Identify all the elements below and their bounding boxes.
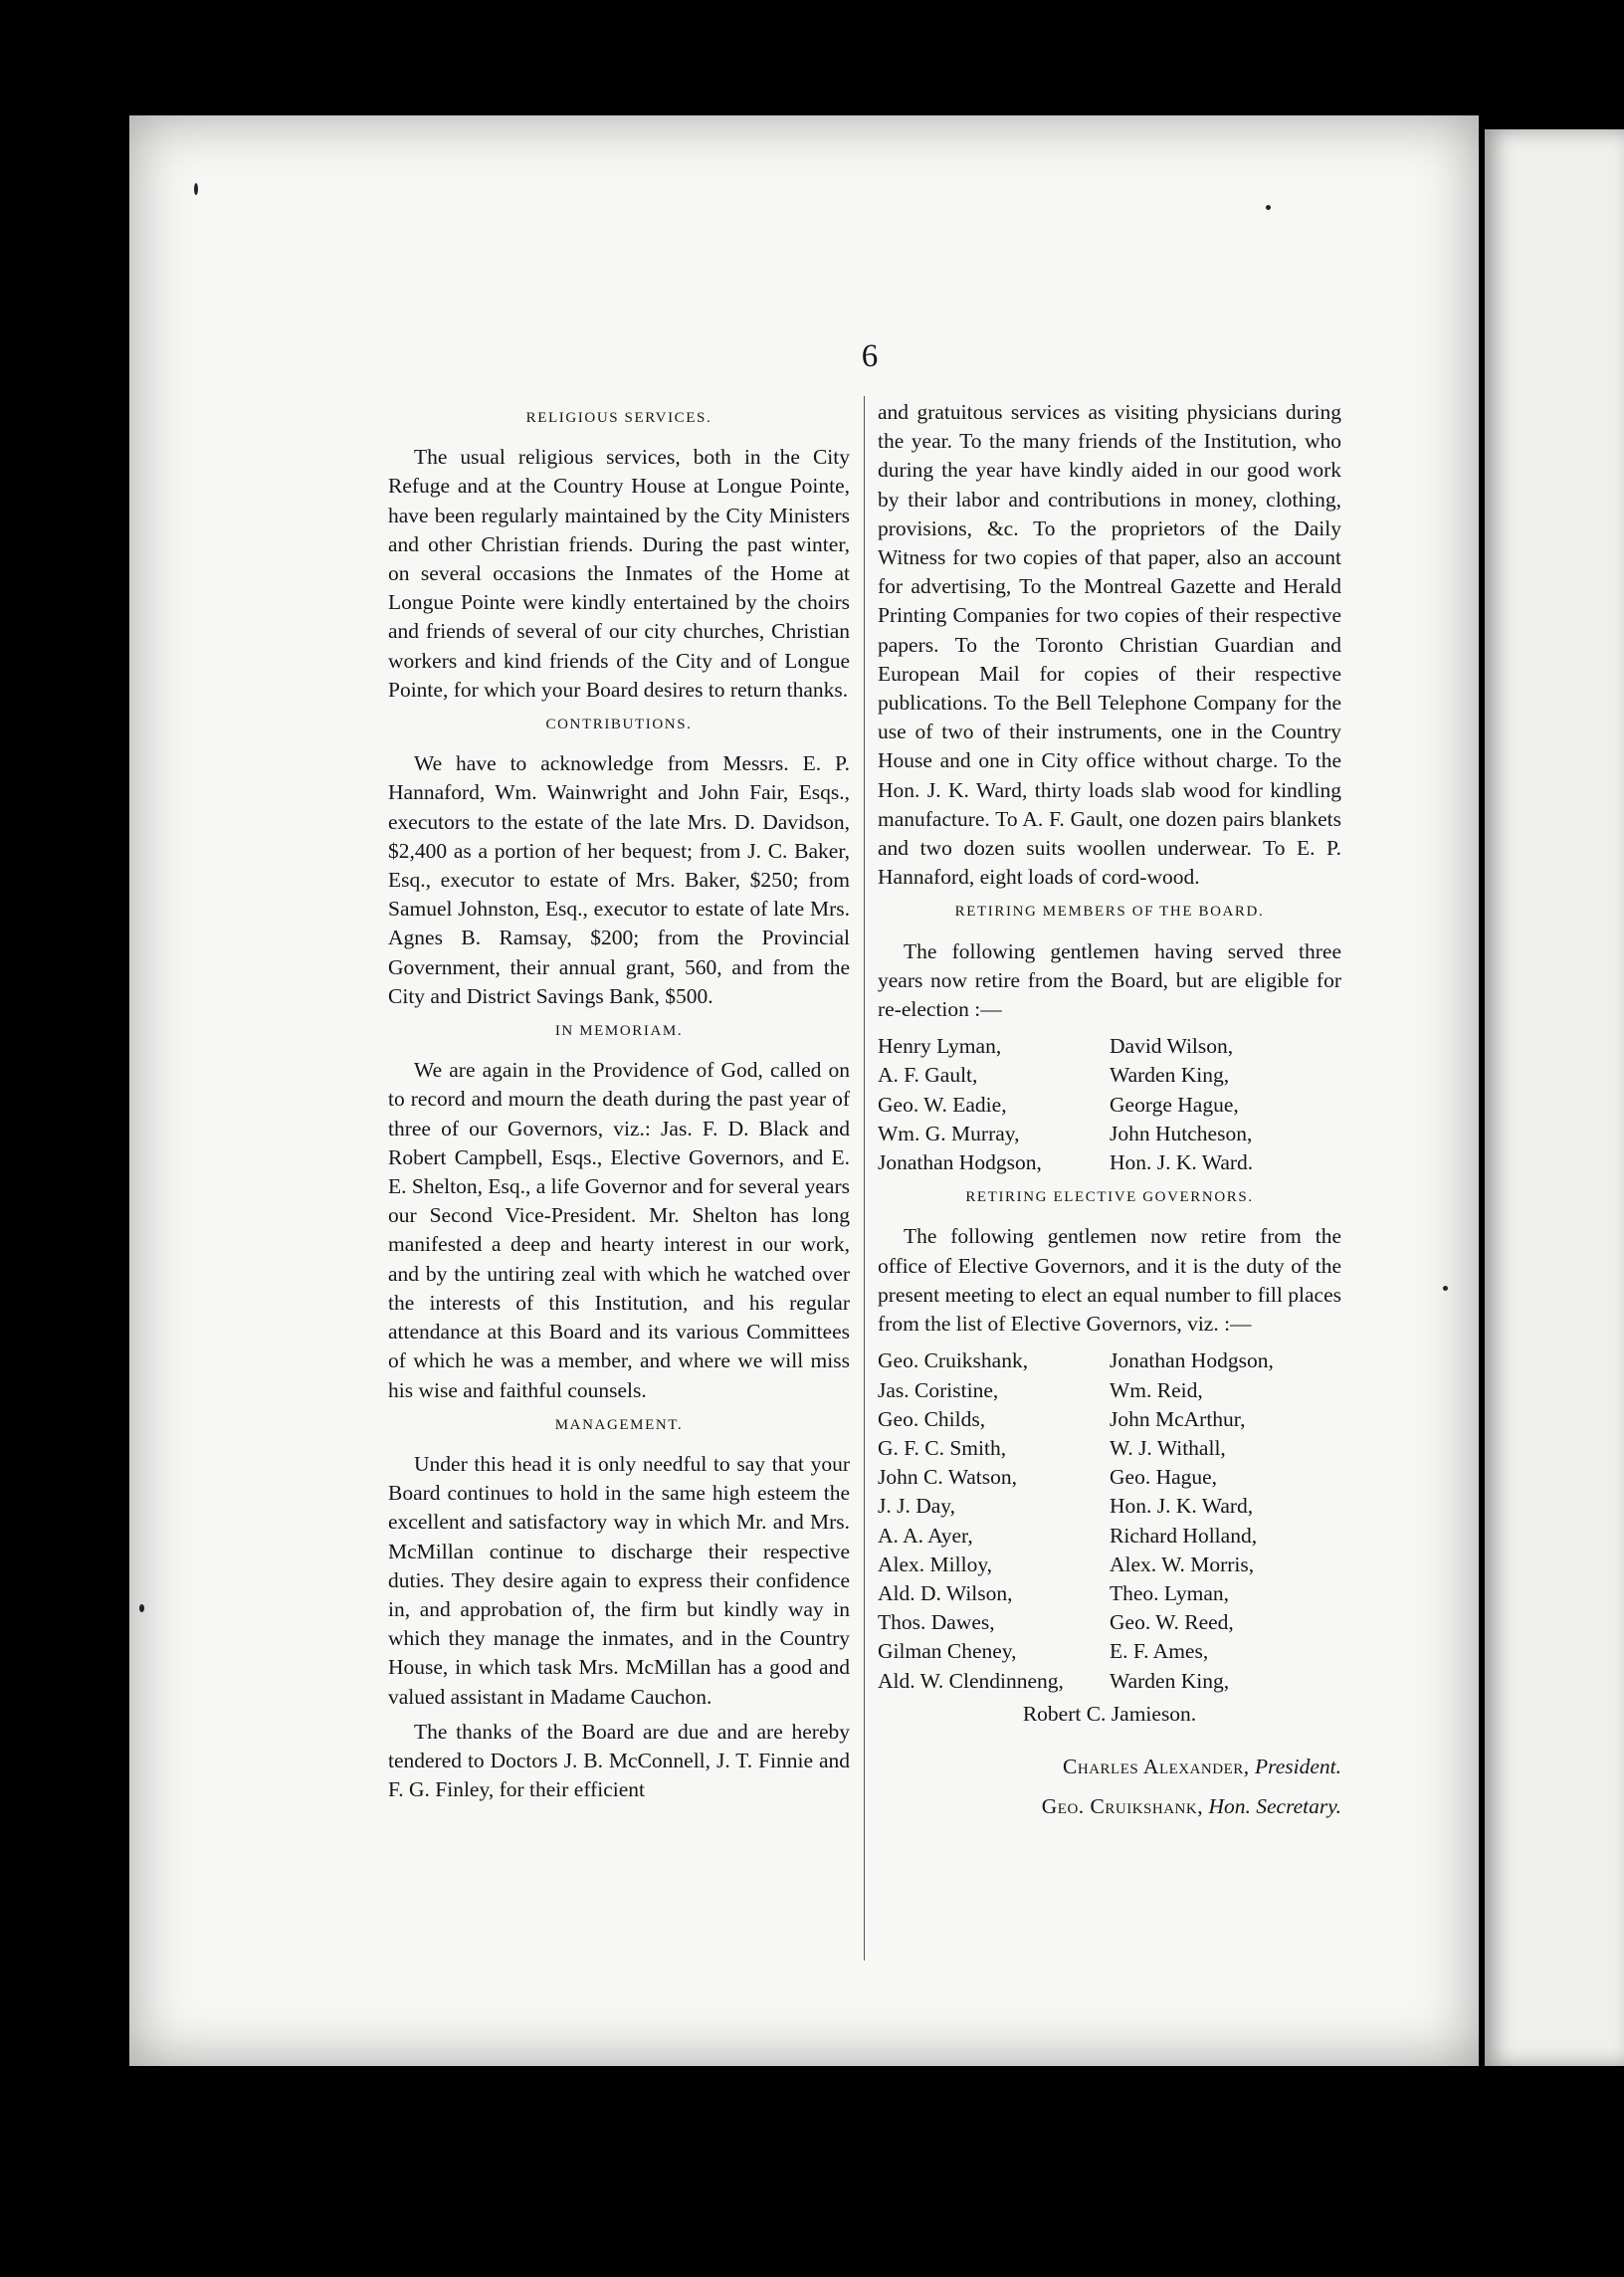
list-item: Alex. Milloy,: [878, 1552, 993, 1576]
list-item: A. F. Gault,: [878, 1063, 978, 1088]
heading-contributions: CONTRIBUTIONS.: [545, 717, 693, 733]
list-item: Jas. Coristine,: [878, 1377, 999, 1402]
list-item: Henry Lyman,: [878, 1034, 1002, 1059]
retiring-members-list: [878, 1032, 1341, 1177]
list-item: Thos. Dawes,: [878, 1610, 995, 1635]
right-column: [878, 398, 1341, 1826]
signature-secretary: [878, 1786, 1341, 1826]
paragraph-thanks: The thanks of the Board are due and are hereby tendered to Doctors J. B. McConnell, J. T. Finnie and F. G. Finley, for their efficient: [388, 1719, 850, 1802]
left-column: [388, 398, 850, 1810]
list-item: Wm. Reid,: [1110, 1377, 1203, 1402]
heading-religious-services: RELIGIOUS SERVICES.: [525, 410, 712, 426]
adjacent-page-edge: [1485, 129, 1624, 2066]
list-item: Gilman Cheney,: [878, 1639, 1017, 1664]
paragraph-retiring-governors: The following gentlemen now retire from the office of Elective Governors, and it is the duty of the present meeting to elect an equal number to fill places from the list of Elective Governors, viz. :—: [878, 1224, 1341, 1337]
list-item: John Hutcheson,: [1110, 1121, 1253, 1145]
heading-retiring-governors: RETIRING ELECTIVE GOVERNORS.: [965, 1189, 1254, 1206]
scan-speck: [194, 183, 198, 195]
list-item: David Wilson,: [1110, 1034, 1234, 1059]
paragraph-retiring-members: The following gentlemen having served three years now retire from the Board, but are eligible for re-election :—: [878, 938, 1341, 1022]
list-item: Geo. Hague,: [1110, 1465, 1218, 1490]
retiring-governors-list: [878, 1346, 1341, 1695]
list-item: Hon. J. K. Ward,: [1110, 1494, 1254, 1519]
signature-block: [878, 1747, 1341, 1826]
list-item: J. J. Day,: [878, 1494, 956, 1519]
list-item: E. F. Ames,: [1110, 1639, 1209, 1664]
paragraph-continued: and gratuitous services as visiting physicians during the year. To the many friends of the Institution, who during the year have kindly aided in our good work by their labor and contributions in money, clothing, provisions, &c. To the proprietors of the Daily Witness for two copies of that paper, also an account for advertising, To the Montreal Gazette and Herald Printing Companies for two copies of their respective papers. To the Toronto Christian Guardian and European Mail for copies of their respective publications. To the Bell Telephone Company for the use of two of their instruments, one in the Country House and one in City office without charge. To the Hon. J. K. Ward, thirty loads slab wood for kindling manufacture. To A. F. Gault, one dozen pairs blankets and two dozen suits woollen underwear. To E. P. Hannaford, eight loads of cord-wood.: [878, 400, 1341, 890]
list-item: Geo. Childs,: [878, 1406, 986, 1431]
list-item: Warden King,: [1110, 1063, 1230, 1088]
column-divider: [864, 396, 865, 1961]
heading-in-memoriam: IN MEMORIAM.: [554, 1023, 684, 1040]
signature-title: Hon. Secretary.: [1208, 1793, 1341, 1818]
scan-speck: [1266, 205, 1271, 210]
page-number: 6: [861, 338, 879, 374]
retiring-governors-left: [878, 1346, 1110, 1695]
list-item: George Hague,: [1110, 1092, 1239, 1117]
signature-president: [878, 1747, 1341, 1786]
list-item: Warden King,: [1110, 1668, 1230, 1693]
paragraph-contributions: We have to acknowledge from Messrs. E. P. Hannaford, Wm. Wainwright and John Fair, Esqs., executors to the estate of the late Mrs. D. Davidson, $2,400 as a portion of her bequest; from J. C. Baker, Esq., executor to estate of Mrs. Baker, $250; from Samuel Johnston, Esq., executor to estate of late Mrs. Agnes B. Ramsay, $200; from the Provincial Government, their annual grant, 560, and from the City and District Savings Bank, $500.: [388, 751, 850, 1008]
heading-management: MANAGEMENT.: [554, 1416, 684, 1433]
heading-retiring-members: RETIRING MEMBERS OF THE BOARD.: [954, 904, 1265, 921]
list-item: John McArthur,: [1110, 1406, 1246, 1431]
list-item: Richard Holland,: [1110, 1523, 1258, 1548]
list-item: Geo. Cruikshank,: [878, 1348, 1029, 1373]
signature-title: President.: [1255, 1754, 1341, 1778]
paragraph-management: Under this head it is only needful to say that your Board continues to hold in the same high esteem the excellent and satisfactory way in which Mr. and Mrs. McMillan continue to discharge their respective duties. They desire again to express their confidence in, and approbation of, the firm but kindly way in which they manage the inmates, and in the Country House, in which task Mrs. McMillan has a good and valued assistant in Madame Cauchon.: [388, 1451, 850, 1709]
list-item: Alex. W. Morris,: [1110, 1552, 1255, 1576]
list-item: Ald. D. Wilson,: [878, 1580, 1013, 1605]
list-item: Geo. W. Reed,: [1110, 1610, 1234, 1635]
list-item: W. J. Withall,: [1110, 1435, 1226, 1460]
list-item: A. A. Ayer,: [878, 1523, 973, 1548]
list-item: G. F. C. Smith,: [878, 1435, 1007, 1460]
last-governor-name: Robert C. Jamieson.: [1022, 1701, 1197, 1726]
signature-name: Geo. Cruikshank,: [1041, 1793, 1204, 1818]
paragraph-in-memoriam: We are again in the Providence of God, called on to record and mourn the death during the past year of three of our Governors, viz.: Jas. F. D. Black and Robert Campbell, Esqs., Elective Governors, and E. E. Shelton, Esq., a life Governor and for several years our Second Vice-President. Mr. Shelton has long manifested a deep and hearty interest in our work, and by the untiring zeal with which he watched over the interests of this Institution, and his regular attendance at this Board and its various Committees of which he was a member, and where we will miss his wise and faithful counsels.: [388, 1058, 850, 1402]
list-item: Jonathan Hodgson,: [1110, 1348, 1274, 1373]
list-item: John C. Watson,: [878, 1465, 1018, 1490]
scan-speck: [139, 1604, 144, 1612]
retiring-governors-right: [1110, 1346, 1341, 1695]
list-item: Jonathan Hodgson,: [878, 1150, 1042, 1175]
signature-name: Charles Alexander,: [1063, 1754, 1250, 1778]
list-item: Theo. Lyman,: [1110, 1580, 1230, 1605]
list-item: Wm. G. Murray,: [878, 1121, 1020, 1145]
list-item: Geo. W. Eadie,: [878, 1092, 1007, 1117]
list-item: Ald. W. Clendinneng,: [878, 1668, 1064, 1693]
list-item: Hon. J. K. Ward.: [1110, 1150, 1254, 1175]
retiring-members-left: [878, 1032, 1110, 1177]
retiring-members-right: [1110, 1032, 1341, 1177]
paragraph-religious-services: The usual religious services, both in the City Refuge and at the Country House at Longue Pointe, have been regularly maintained by the City Ministers and other Christian friends. During the past winter, on several occasions the Inmates of the Home at Longue Pointe were kindly entertained by the choirs and friends of several of our city churches, Christian workers and kind friends of the City and of Longue Pointe, for which your Board desires to return thanks.: [388, 445, 850, 702]
scan-speck: [1443, 1286, 1448, 1291]
